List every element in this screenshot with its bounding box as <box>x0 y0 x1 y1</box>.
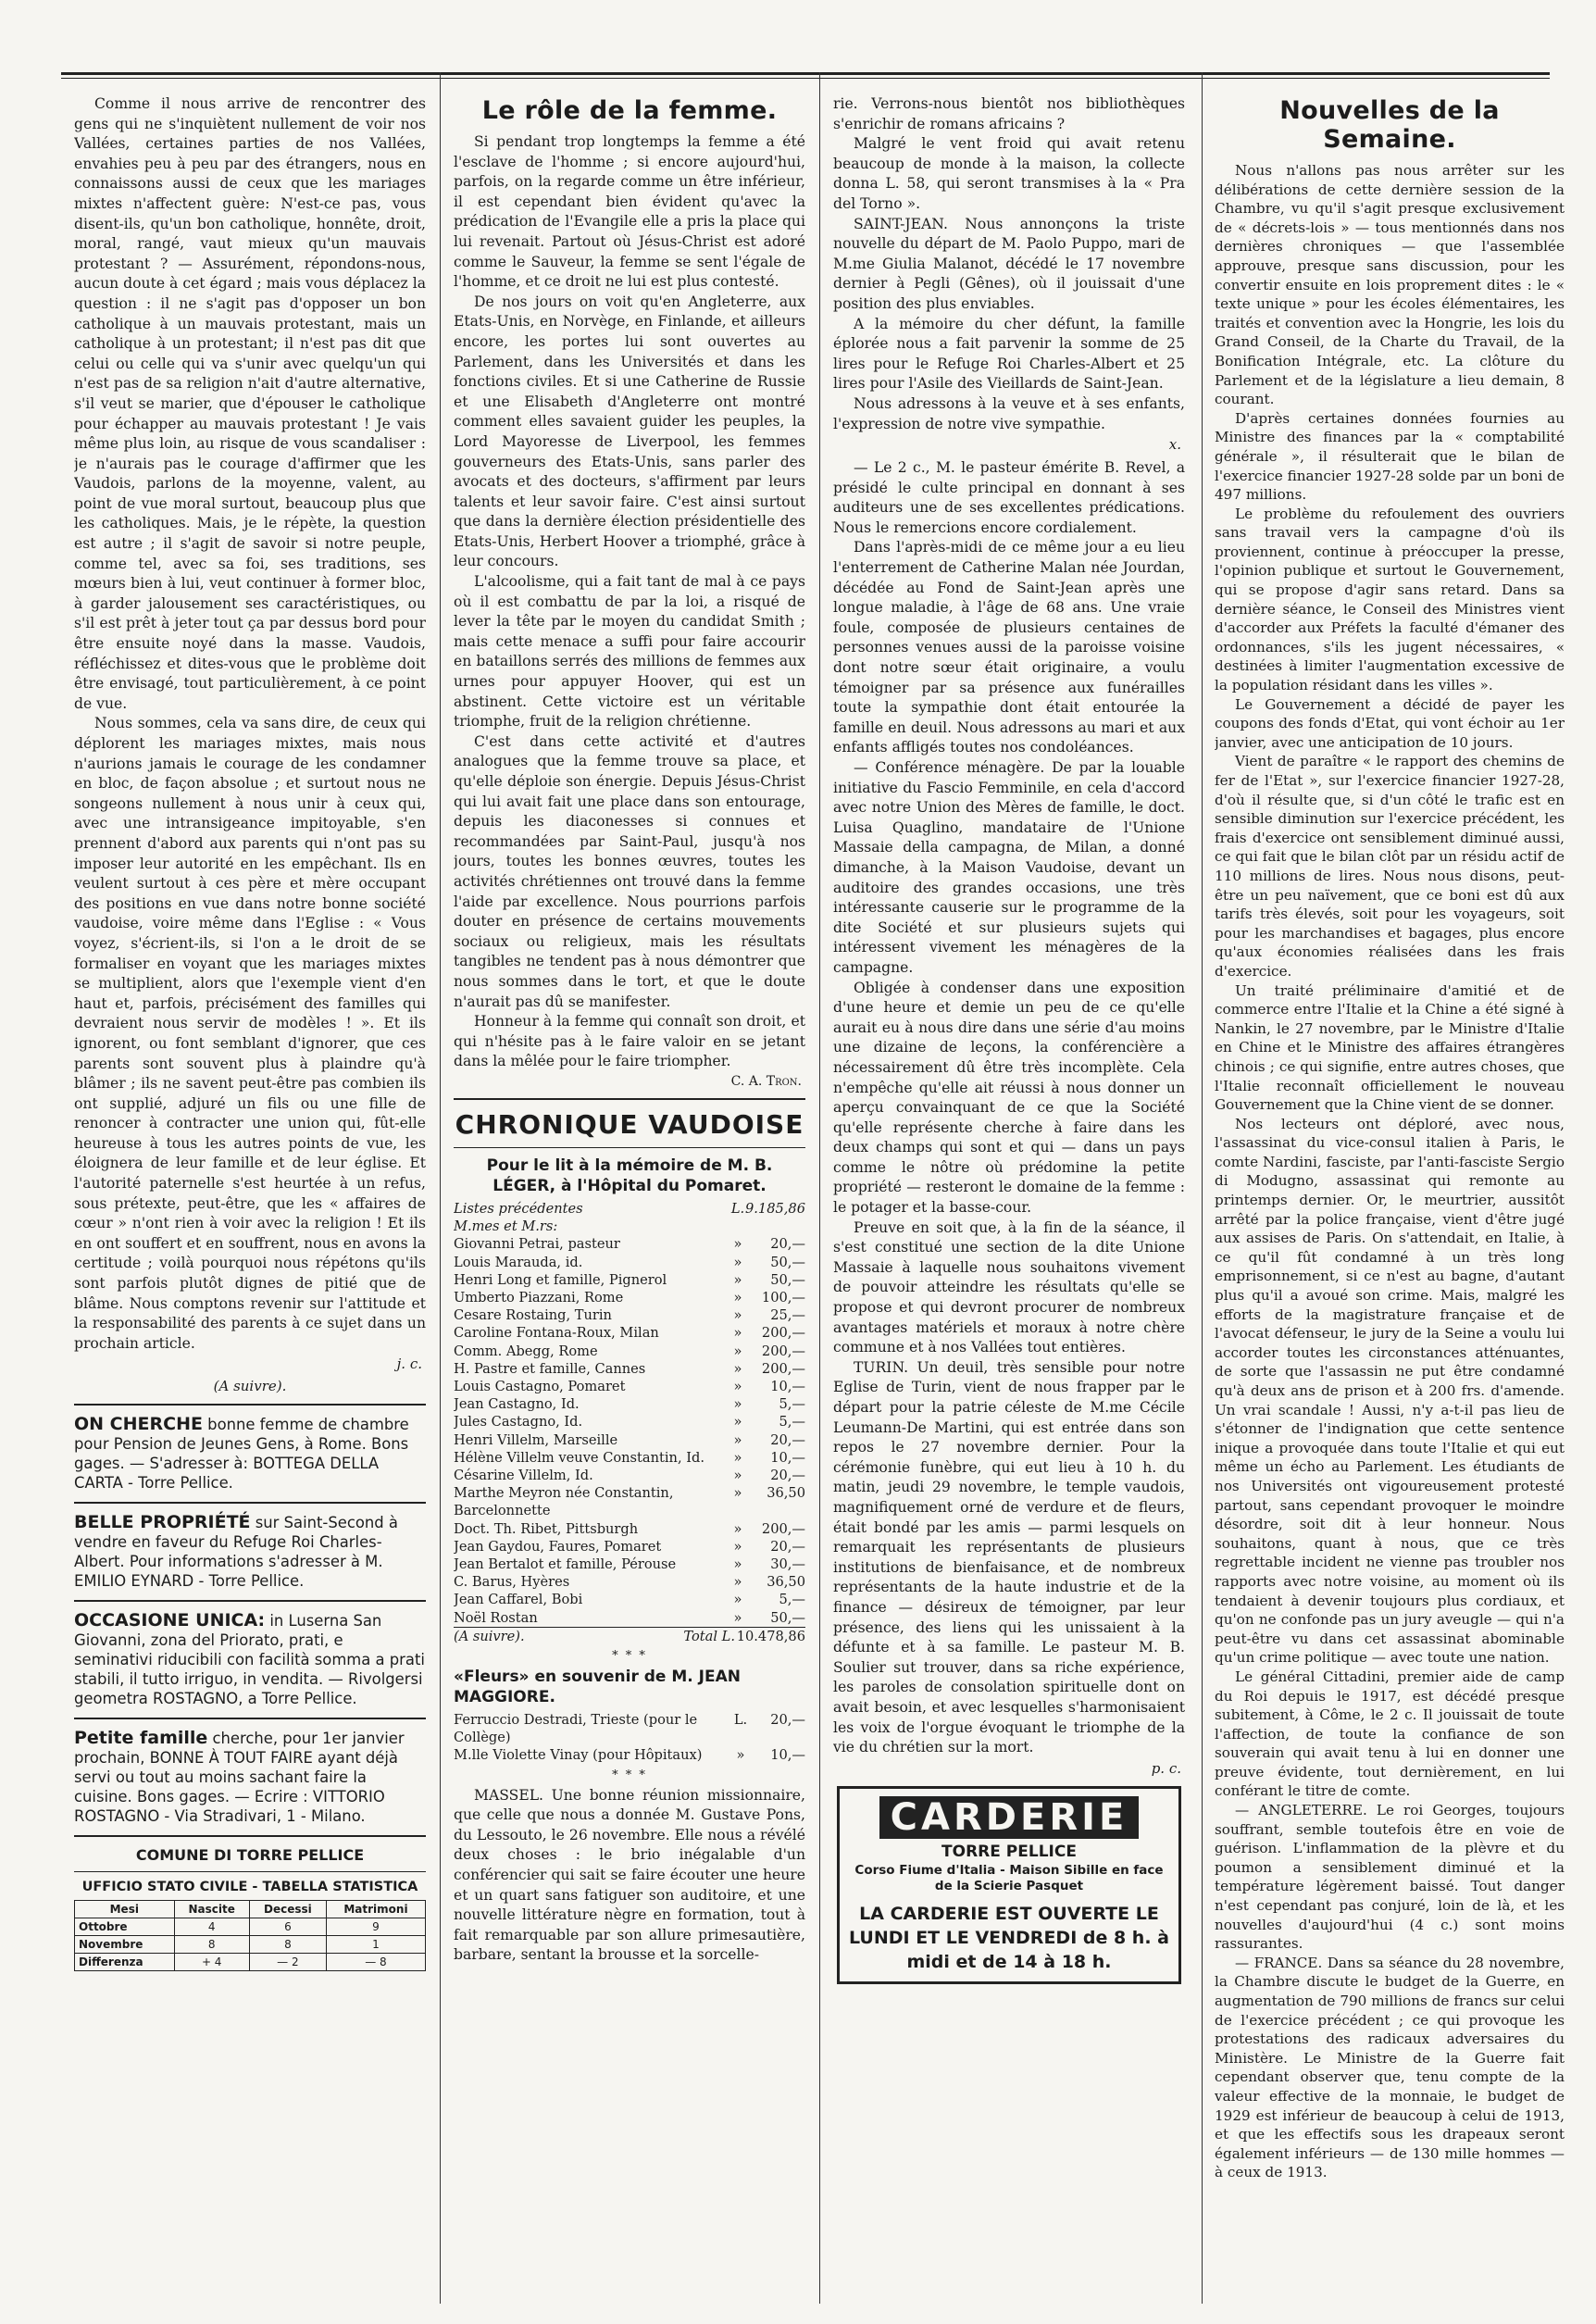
ad-lead: BELLE PROPRIÉTÉ <box>74 1512 251 1533</box>
article-paragraph: Preuve en soit que, à la fin de la séance, il s'est constitué une section de la dite Unione Massaie à laquelle nous souhaitons vivement de pouvoir atteindre les résultats qu'elle se propose et qui devront procurer de nombreux avantages matériels et moraux à notre chère commune et à nos Vallées tout entières. <box>833 1218 1185 1356</box>
ledger-name: Comm. Abegg, Rome <box>454 1343 598 1359</box>
ledger-q: » <box>733 1538 742 1555</box>
stat-cell: 4 <box>174 1918 249 1936</box>
table-row <box>454 1271 805 1289</box>
separator-stars: * * * <box>612 1768 647 1782</box>
stat-title: UFFICIO STATO CIVILE - TABELLA STATISTICA <box>81 1880 418 1895</box>
stat-cell: Differenza <box>75 1954 175 1971</box>
subsection-title: Pour le lit à la mémoire de M. B. LÉGER, à l'Hôpital du Pomaret. <box>486 1156 773 1195</box>
table-row <box>454 1538 805 1556</box>
article-paragraph: Malgré le vent froid qui avait retenu beaucoup de monde à la maison, la collecte donna L. 58, qui seront transmises à la « Pra del Torno ». <box>833 135 1185 212</box>
article-paragraph: Le général Cittadini, premier aide de camp du Roi depuis le 1917, est décédé presque subitement, à Côme, le 2 c. Il jouissait de toute l'affection, de toute la confiance de son souverain qui avait tenu à lui en donner une preuve évidente, tout dernièrement, en lui conférant le titre de comte. <box>1215 1668 1565 1800</box>
ledger-v: 200,— <box>761 1360 805 1377</box>
stat-cell: — 2 <box>249 1954 326 1971</box>
ledger-q: » <box>733 1431 742 1448</box>
masthead-rule-thin <box>61 78 1550 79</box>
article-paragraph: rie. Verrons-nous bientôt nos bibliothèques s'enrichir de romans africains ? <box>833 95 1185 132</box>
classified-ad <box>74 1513 426 1591</box>
stat-cell: 9 <box>326 1918 425 1936</box>
ledger-name: Caroline Fontana-Roux, Milan <box>454 1325 659 1342</box>
ledger-v: 50,— <box>770 1254 805 1270</box>
ledger-name: Jean Bertalot et famille, Pérouse <box>454 1556 677 1572</box>
divider <box>454 1098 805 1100</box>
ledger-v: 9.185,86 <box>745 1200 805 1217</box>
ledger-q: » <box>733 1414 742 1431</box>
carderie-address: Corso Fiume d'Italia - Maison Sibille en face de la Scierie Pasquet <box>854 1862 1164 1893</box>
ledger-name: Jean Castagno, Id. <box>454 1396 580 1413</box>
ledger-v: 10,— <box>770 1449 805 1466</box>
carderie-title: CARDERIE <box>879 1796 1140 1839</box>
carderie-advertisement <box>837 1786 1181 1984</box>
ledger-v: 200,— <box>761 1343 805 1359</box>
article-paragraph: Le Gouvernement a décidé de payer les coupons des fonds d'Etat, qui vont échoir au 1er janvier, avec une anticipation de 10 jours. <box>1215 695 1565 751</box>
ledger-v: 5,— <box>779 1592 805 1608</box>
table-row <box>454 1711 805 1746</box>
article-paragraph: L'alcoolisme, qui a fait tant de mal à ce pays où il est combattu de par la loi, a risqué de lever la tête par le moyen du candidat Smith ; mais cette menace a suffi pour faire accourir en bataillons serrés des millions de femmes aux urnes pour appuyer Hoover, qui est un abstinent. Cette victoire est un véritable triomphe, fruit de la religion chrétienne. <box>454 573 805 731</box>
article-paragraph: Un traité préliminaire d'amitié et de commerce entre l'Italie et la Chine a été signé à Nankin, le 27 novembre, par le Ministre d'Italie en Chine et le Ministre des affaires étrangères chinois ; ce qui signifie, entre autres choses, que l'Italie reconnaît officiellement le nouveau Gouvernement que la Chine vient de se donner. <box>1215 981 1565 1114</box>
ledger-name: Jean Gaydou, Faures, Pomaret <box>454 1538 662 1555</box>
ledger-q: » <box>733 1574 742 1591</box>
donation-list <box>454 1200 805 1627</box>
stat-cell: + 4 <box>174 1954 249 1971</box>
ledger-total-label: Total L. <box>661 1627 735 1645</box>
ledger-name: Louis Marauda, id. <box>454 1254 583 1270</box>
table-row <box>454 1520 805 1538</box>
ledger-q <box>730 1218 745 1235</box>
masthead-rule <box>61 72 1550 75</box>
table-row <box>454 1235 805 1253</box>
table-row <box>454 1413 805 1431</box>
classified-ad <box>74 1729 426 1826</box>
column-divider-2 <box>819 72 820 2304</box>
ledger-name: Henri Villelm, Marseille <box>454 1431 618 1448</box>
table-row <box>454 1746 805 1764</box>
stat-header: Matrimoni <box>326 1901 425 1918</box>
ledger-q: » <box>733 1360 742 1377</box>
ad-lead: Petite famille <box>74 1728 208 1749</box>
column-divider-3 <box>1202 72 1203 2304</box>
table-row <box>454 1324 805 1342</box>
table-row <box>454 1289 805 1306</box>
article-paragraph: TURIN. Un deuil, très sensible pour notre Eglise de Turin, vient de nous frapper par le départ pour la patrie céleste de M.me Cécile Leumann-De Martini, qui est entrée dans son repos le 27 novembre dernier. Pour la cérémonie funèbre, qui eut lieu à 10 h. du matin, jeudi 29 novembre, le temple vaudois, magnifiquement orné de verdure et de fleurs, était bondé par les amis — parmi lesquels on remarquait les représentants de plusieurs institutions de bienfaisance, et de nombreux représentants de la haute industrie et de la finance — désireux de témoigner, par leur présence, des liens qui les unissaient à la défunte et à sa famille. Le pasteur M. B. Soulier sut trouver, dans sa riche expérience, les paroles de consolation spirituelle dont on avait besoin, et avec lesquelles s'harmonisaient les voix de l'orgue évoquant le triomphe de la vie du chrétien sur la mort. <box>833 1358 1185 1756</box>
classified-ad <box>74 1415 426 1493</box>
article-paragraph: — Conférence ménagère. De par la louable initiative du Fascio Femminile, en cela d'accord avec notre Union des Mères de famille, le doct. Luisa Quaglino, mandataire de l'Unione Massaie della campagna, de Milan, a donné dimanche, à la Maison Vaudoise, devant un auditoire des grandes occasions, une très intéressante causerie sur le programme de la dite Société et sur plusieurs sujets qui intéressent vivement les ménagères de la campagne. <box>833 759 1185 976</box>
ledger-v: 30,— <box>770 1556 805 1572</box>
article-paragraph: C'est dans cette activité et d'autres analogues que la femme trouve sa place, et qu'elle déploie son énergie. Depuis Jésus-Christ qui lui avait fait une place dans son entourage, depuis les diaconesses si connues et recommandées par Saint-Paul, jusqu'à nos jours, toutes les bonnes œuvres, toutes les activités chrétiennes ont trouvé dans la femme l'aide par excellence. Nous pourrions parfois douter en présence de certains mouvements sociaux ou religieux, mais les résultats tangibles ne tendent pas à nous démontrer que nous sommes dans le tort, et que le doute n'aurait pas dû se manifester. <box>454 732 805 1010</box>
ledger-v: 5,— <box>779 1414 805 1431</box>
ad-text: in Luserna San Giovanni, zona del Priorato, prati, e seminativi riducibili con facilità somma a prati stabili, il tutto irriguo, in vendita. — Rivolgersi geometra ROSTAGNO, a Torre Pellice. <box>74 1612 425 1708</box>
stat-header: Decessi <box>249 1901 326 1918</box>
ledger-name: Giovanni Petrai, pasteur <box>454 1236 620 1253</box>
article-paragraph: Obligée à condenser dans une exposition d'une heure et demie un peu de ce qu'elle aurait eu à nous dire dans une série d'au moins une dizaine de leçons, la conférencière a nécessairement dû être très incomplète. Cela n'empêche qu'elle ait réussi à nous donner un aperçu convainquant de ce que la Société qu'elle représente cherche à faire dans les deux champs qui sont et qui — dans un pays comme le nôtre où prédomine la petite propriété — resteront le domaine de la femme : le potager et la basse-cour. <box>833 979 1185 1217</box>
stat-cell: — 8 <box>326 1954 425 1971</box>
table-row <box>454 1218 805 1235</box>
column-2 <box>454 94 805 2298</box>
ledger-q: L. <box>733 1711 748 1728</box>
stat-cell: Novembre <box>75 1936 175 1954</box>
column-3 <box>833 94 1185 2298</box>
ledger-v <box>745 1218 805 1235</box>
ledger-q: » <box>733 1254 742 1270</box>
ledger-v: 50,— <box>770 1609 805 1626</box>
divider <box>74 1835 426 1837</box>
article-paragraph: Nous sommes, cela va sans dire, de ceux qui déplorent les mariages mixtes, mais nous n'aurions jamais le courage de les condamner en bloc, de façon absolue ; et surtout nous ne songeons nullement à nous unir à ceux qui, avec une intransigeance impitoyable, s'en prennent d'abord aux parents qui n'ont pas su imposer leur autorité en les empêchant. Ils en veulent surtout à ces père et mère occupant des positions en vue dans notre bonne société vaudoise, voire même dans l'Eglise : « Vous voyez, s'écrient-ils, si l'on a le droit de se formaliser en voyant que les mariages mixtes se multiplient, alors que l'exemple vient d'en haut et, parfois, précisément des familles qui devraient nous servir de modèles ! ». Et ils ignorent, ou font semblant d'ignorer, que ces parents sont souvent plus à plaindre qu'à blâmer ; ils ne savent peut-être pas combien ils ont supplié, adjuré un fils ou une fille de renoncer à contracter une union qui, fût-elle heureuse à tous les autres points de vue, les éloignera de leur famille et de leur église. Et l'autorité paternelle s'est heurtée à un refus, sous prétexte, peut-être, que les « affaires de cœur » n'ont rien à voir avec la religion ! Et ils en ont souffert et en souffrent, nous en avons la certitude ; voilà pourquoi nous répétons qu'ils sont parfois plutôt dignes de pitié que de blâme. Nous comptons revenir sur l'attitude et la responsabilité des parents à ce sujet dans un prochain article. <box>74 715 426 1352</box>
ledger-name: Louis Castagno, Pomaret <box>454 1378 626 1394</box>
table-row <box>75 1936 426 1954</box>
table-row <box>454 1431 805 1449</box>
ledger-q: » <box>733 1556 742 1572</box>
separator-stars: * * * <box>612 1648 647 1663</box>
ledger-v: 10,— <box>770 1747 805 1764</box>
article-paragraph: SAINT-JEAN. Nous annonçons la triste nouvelle du départ de M. Paolo Puppo, mari de M.me Giulia Malanot, décédé le 17 novembre dernier à Pegli (Gênes), où il jouissait d'une position des plus enviables. <box>833 215 1185 312</box>
ledger-name: Césarine Villelm, Id. <box>454 1467 593 1483</box>
column-1 <box>74 94 426 2298</box>
ledger-q: » <box>736 1747 745 1764</box>
ledger-name: Cesare Rostaing, Turin <box>454 1307 612 1324</box>
article-paragraph: A la mémoire du cher défunt, la famille éplorée nous a fait parvenir la somme de 25 lires pour le Refuge Roi Charles-Albert et 25 lires pour l'Asile des Vieillards de Saint-Jean. <box>833 315 1185 393</box>
carderie-place: TORRE PELLICE <box>941 1842 1077 1861</box>
ledger-name: M.lle Violette Vinay (pour Hôpitaux) <box>454 1747 703 1764</box>
article-paragraph: Le problème du refoulement des ouvriers sans travail vers la campagne d'où ils proviennent, continue à préoccuper la presse, l'opinion publique et surtout le Gouvernement, qui se propose d'agir sans retard. Dans sa dernière séance, le Conseil des Ministres vient d'accorder aux Préfets la faculté d'émaner des ordonnances, s'ils les jugent nécessaires, « destinées à limiter l'augmentation excessive de la population résidant dans les villes ». <box>1215 505 1565 694</box>
ledger-q: » <box>733 1289 742 1306</box>
article-paragraph: Nous adressons à la veuve et à ses enfants, l'expression de notre vive sympathie. <box>833 394 1185 432</box>
subsection-title: «Fleurs» en souvenir de M. JEAN MAGGIORE. <box>454 1667 741 1706</box>
table-row <box>454 1467 805 1484</box>
comune-title: COMUNE DI TORRE PELLICE <box>135 1846 365 1865</box>
ledger-q: » <box>733 1378 742 1394</box>
ledger-q: » <box>733 1307 742 1324</box>
classified-ad <box>74 1611 426 1708</box>
ledger-v: 25,— <box>770 1307 805 1324</box>
carderie-hours: LA CARDERIE EST OUVERTE LE LUNDI ET LE VENDREDI de 8 h. à midi et de 14 à 18 h. <box>848 1903 1169 1972</box>
ad-text: cherche, pour 1er janvier prochain, BONNE À TOUT FAIRE ayant déjà servi ou tout au moins sachant faire la cuisine. Bons gages. — Ecrire : VITTORIO ROSTAGNO - Via Stradivari, 1 - Milano. <box>74 1730 405 1826</box>
ledger-q: » <box>733 1396 742 1413</box>
ad-text: sur Saint-Second à vendre en faveur du Refuge Roi Charles-Albert. Pour informations s'adresser à M. EMILIO EYNARD - Torre Pellice. <box>74 1514 398 1591</box>
table-row <box>454 1449 805 1467</box>
ledger-v: 20,— <box>770 1236 805 1253</box>
article-title: Le rôle de la femme. <box>481 96 778 125</box>
article-paragraph: D'après certaines données fournies au Ministre des finances par la « comptabilité générale », il résulterait que le bilan de l'exercice financier 1927-28 solde par un boni de 497 millions. <box>1215 409 1565 504</box>
ledger-name: Listes précédentes <box>454 1200 583 1217</box>
article-paragraph: Si pendant trop longtemps la femme a été l'esclave de l'homme ; si encore aujourd'hui, parfois, on la regarde comme un être inférieur, il est cependant bien évident qu'avec la prédication de l'Evangile elle a pris la place qui lui revenait. Partout où Jésus-Christ est adoré comme le Sauveur, la femme se sent l'égale de l'homme, et ce droit ne lui est plus contesté. <box>454 133 805 291</box>
divider <box>74 1502 426 1504</box>
signature: C. A. Tron. <box>730 1073 802 1089</box>
table-row <box>454 1378 805 1395</box>
table-row <box>454 1306 805 1324</box>
ledger-v: 10,— <box>770 1378 805 1394</box>
ledger-name: H. Pastre et famille, Cannes <box>454 1360 646 1377</box>
ledger-q: » <box>733 1609 742 1626</box>
stat-cell: 6 <box>249 1918 326 1936</box>
table-row <box>454 1254 805 1271</box>
table-row <box>454 1200 805 1218</box>
ledger-q: » <box>733 1592 742 1608</box>
ledger-name: Jules Castagno, Id. <box>454 1414 583 1431</box>
ledger-name: Jean Caffarel, Bobi <box>454 1592 583 1608</box>
article-paragraph: — ANGLETERRE. Le roi Georges, toujours souffrant, semble toutefois être en voie de guérison. L'inflammation de la plèvre et du poumon a sensiblement diminué et la température légèrement baissé. Tout danger n'est cependant pas conjuré, loin de là, et les nouvelles d'aujourd'hui (4 c.) sont moins rassurantes. <box>1215 1802 1565 1953</box>
ad-lead: OCCASIONE UNICA: <box>74 1610 266 1631</box>
divider <box>74 1600 426 1602</box>
article-paragraph: Nous n'allons pas nous arrêter sur les délibérations de cette dernière session de la Chambre, vu qu'il s'agit presque exclusivement de « décrets-lois » — tous mentionnés dans nos dernières chroniques — que l'assemblée approuve, presque sans discussion, pour les convertir ensuite en lois proprement dites : le « texte unique » pour les écoles élémentaires, les traités et convention avec la Hongrie, les lois du Grand Conseil, de la Charte du Travail, de la Bonification Intégrale, etc. La clôture du Parlement et de la législature a lieu demain, 8 courant. <box>1215 162 1565 408</box>
ledger-name: Marthe Meyron née Constantin, Barcelonnette <box>454 1485 674 1519</box>
to-follow: (A suivre). <box>213 1378 287 1395</box>
stat-table <box>74 1900 426 1971</box>
ledger-total-value: 10.478,86 <box>736 1628 805 1644</box>
divider <box>74 1404 426 1406</box>
ledger-q: » <box>733 1271 742 1288</box>
ledger-v: 20,— <box>770 1467 805 1483</box>
ledger-q: » <box>733 1343 742 1359</box>
table-row <box>454 1343 805 1360</box>
ledger-v: 36,50 <box>767 1485 805 1502</box>
table-row <box>454 1360 805 1378</box>
stat-cell: 8 <box>174 1936 249 1954</box>
signature: x. <box>1168 436 1181 454</box>
ledger-v: 50,— <box>770 1271 805 1288</box>
ledger-name: Umberto Piazzani, Rome <box>454 1289 624 1306</box>
article-paragraph: — FRANCE. Dans sa séance du 28 novembre, la Chambre discute le budget de la Guerre, en augmentation de 790 millions de francs sur celui de l'exercice précédent ; ce qui provoque les protestations des radicaux adversaires du Ministère. Le Ministre de la Guerre fait cependant observer que, tenu compte de la valeur effective de la monnaie, le budget de 1929 est inférieur de beaucoup à celui de 1913, et que les effectifs sous les drapeaux seront également inférieurs — de 130 mille hommes — à ceux de 1913. <box>1215 1954 1565 2181</box>
table-row <box>454 1484 805 1519</box>
ledger-name: Ferruccio Destradi, Trieste (pour le Collège) <box>454 1711 698 1746</box>
article-paragraph: Dans l'après-midi de ce même jour a eu lieu l'enterrement de Catherine Malan née Jourdan, décédée au Fond de Saint-Jean après une longue maladie, à l'âge de 68 ans. Une vraie foule, composée de plusieurs centaines de personnes venues aussi de la paroisse voisine dont notre sœur était originaire, a voulu témoigner par sa présence aux funérailles toute la sympathie dont était entourée la famille en deuil. Nous adressons au mari et aux enfants affligés toutes nos condoléances. <box>833 539 1185 756</box>
column-divider-1 <box>440 72 441 2304</box>
ledger-name: Hélène Villelm veuve Constantin, Id. <box>454 1449 704 1466</box>
table-row <box>454 1556 805 1573</box>
table-row <box>454 1573 805 1591</box>
ledger-q: » <box>733 1325 742 1342</box>
table-row <box>75 1918 426 1936</box>
donation-total <box>454 1627 805 1645</box>
stat-cell: 1 <box>326 1936 425 1954</box>
ledger-q: » <box>733 1520 742 1537</box>
stat-cell: Ottobre <box>75 1918 175 1936</box>
signature: p. c. <box>1151 1759 1181 1777</box>
ledger-q: » <box>733 1236 742 1253</box>
table-row <box>454 1591 805 1608</box>
article-paragraph: Vient de paraître « le rapport des chemins de fer de l'Etat », sur l'exercice financier 1927-28, d'où il résulte que, si d'un côté le trafic est en sensible diminution sur l'exercice précédent, les frais d'exercice ont sensiblement diminué aussi, ce qui fait que le bilan clôt par un résidu actif de 110 millions de lires. Nous nous disons, peut-être un peu naïvement, que ce boni est dû aux tarifs très élevés, soit pour les voyageurs, soit pour les marchandises et bagages, plus encore qu'aux économies réalisées dans les frais d'exercice. <box>1215 753 1565 980</box>
column-4 <box>1215 94 1565 2298</box>
ledger-name: Henri Long et famille, Pignerol <box>454 1271 667 1288</box>
table-row <box>75 1954 426 1971</box>
table-row <box>454 1395 805 1413</box>
article-paragraph: Comme il nous arrive de rencontrer des gens qui ne s'inquiètent nullement de voir nos Vallées, certaines parties de nos Vallées, envahies peu à peu par des étrangers, nous en connaissons aussi de ceux que les mariages mixtes n'affectent guère: N'est-ce pas, vous disent-ils, qu'un bon catholique, honnête, droit, moral, rangé, vaut mieux qu'un mauvais protestant ? — Assurément, répondons-nous, aucun doute à cet égard ; mais vous déplacez la question : il ne s'agit pas d'opposer un bon catholique à un mauvais protestant, mais un catholique à un protestant; il n'est pas dit que celui ou celle qui va s'unir avec quelqu'un qui n'est pas de sa religion n'ait d'autre alternative, s'il veut se marier, que d'épouser le catholique pour échapper au mauvais protestant ! Je vais même plus loin, au risque de vous scandaliser : je n'aurais pas le courage d'affirmer que les Vaudois, parlons de la moyenne, valent, au point de vue moral surtout, beaucoup plus que les catholiques. Mais, je le répète, la question est autre ; il s'agit de savoir si notre peuple, comme tel, avec sa foi, ses traditions, ses mœurs bien à lui, veut continuer à former bloc, à garder jalousement ses caractéristiques, ou s'il est prêt à jeter tout ça par dessus bord pour être ensuite noyé dans la masse. Vaudois, réfléchissez et dites-vous que le problème doit être envisagé, tout particulièrement, à ce point de vue. <box>74 95 426 712</box>
ad-text: bonne femme de chambre pour Pension de Jeunes Gens, à Rome. Bons gages. — S'adresser à: BOTTEGA DELLA CARTA - Torre Pellice. <box>74 1416 409 1493</box>
ledger-name: Noël Rostan <box>454 1609 538 1626</box>
section-title: CHRONIQUE VAUDOISE <box>455 1108 804 1140</box>
divider <box>454 1147 805 1148</box>
article-paragraph: Nos lecteurs ont déploré, avec nous, l'assassinat du vice-consul italien à Paris, le comte Nardini, fasciste, par l'anti-fasciste Sergio di Modugno, assassinat qui remonte au printemps dernier. Or, le meurtrier, aussitôt arrêté par la police française, vient d'être jugé aux assises de Paris. On s'attendait, en Italie, à ce qu'il fût condamné à un très long emprisonnement, si ce n'est au bagne, d'autant plus qu'il a avoué son crime. Mais, malgré les efforts de la magistrature française et de l'avocat défenseur, le jury de la Seine a voulu lui accorder toutes les circonstances atténuantes, de sorte que l'assassin ne put être condamné qu'à deux ans de prison et à 200 frs. d'amende. Un vrai scandale ! Aussi, n'y a-t-il pas lieu de s'étonner de l'indignation que cette sentence inique a provoquée dans toute l'Italie et qui eut même un écho au Parlement. Les étudiants de nos Universités ont vigoureusement protesté partout, sans cependant provoquer le moindre désordre, soit dit à leur honneur. Nous souhaitons, quant à nous, que ce très regrettable incident ne vienne pas troubler nos rapports avec notre voisine, au moment où ils tendaient à devenir toujours plus cordiaux, et qu'on ne confonde pas un jury aveugle — qui n'a peut-être vu dans cet assassinat abominable qu'un crime politique — avec toute une nation. <box>1215 1115 1565 1667</box>
divider <box>74 1718 426 1719</box>
ad-lead: ON CHERCHE <box>74 1414 203 1435</box>
article-paragraph: — Le 2 c., M. le pasteur émérite B. Revel, a présidé le culte principal en donnant à ses auditeurs une de ses excellentes prédications. Nous le remercions encore cordialement. <box>833 459 1185 536</box>
ledger-q: » <box>733 1467 742 1483</box>
stat-header: Nascite <box>174 1901 249 1918</box>
ledger-q: » <box>733 1449 742 1466</box>
ledger-follow: (A suivre). <box>454 1627 661 1645</box>
article-paragraph: De nos jours on voit qu'en Angleterre, aux Etats-Unis, en Norvège, en Finlande, et ailleurs encore, les portes lui sont ouvertes au Parlement, dans les Universités et dans les fonctions civiles. Et si une Catherine de Russie et une Elisabeth d'Angleterre ont montré comment elles savaient guider les peuples, la Lord Mayoresse de Liverpool, les femmes gouverneurs des Etats-Unis, sans parler des avocats et des docteurs, s'affirment par leurs talents et leur savoir faire. C'est ainsi surtout que dans la dernière élection présidentielle des Etats-Unis, Herbert Hoover a triomphé, grâce à leur concours. <box>454 293 805 570</box>
divider <box>74 1871 426 1872</box>
ledger-v: 200,— <box>761 1325 805 1342</box>
ledger-v: 20,— <box>770 1538 805 1555</box>
ledger-v: 36,50 <box>767 1574 805 1591</box>
ledger-v: 20,— <box>770 1431 805 1448</box>
ledger-v: 20,— <box>770 1711 805 1728</box>
signature: j. c. <box>396 1356 422 1373</box>
ledger-q: » <box>733 1485 742 1502</box>
ledger-v: 200,— <box>761 1520 805 1537</box>
article-paragraph: Honneur à la femme qui connaît son droit, et qui n'hésite pas à le faire valoir en se jetant dans la mêlée pour le faire triompher. <box>454 1013 805 1070</box>
ledger-name: M.mes et M.rs: <box>454 1218 558 1235</box>
article-title: Nouvelles de la Semaine. <box>1279 96 1500 154</box>
stat-cell: 8 <box>249 1936 326 1954</box>
ledger-name: C. Barus, Hyères <box>454 1574 570 1591</box>
stat-header: Mesi <box>75 1901 175 1918</box>
ledger-name: Doct. Th. Ribet, Pittsburgh <box>454 1520 639 1537</box>
flowers-list <box>454 1711 805 1765</box>
ledger-v: 5,— <box>779 1396 805 1413</box>
article-paragraph: MASSEL. Une bonne réunion missionnaire, que celle que nous a donnée M. Gustave Pons, du Lessouto, le 26 novembre. Elle nous a révélé deux choses : le brio inégalable d'un conférencier qui sait se faire écouter une heure et un quart sans fatiguer son auditoire, et une nouvelle littérature nègre en formation, tout à fait remarquable par son allure primesautière, barbare, sentant la brousse et la sorcelle- <box>454 1786 805 1964</box>
table-row <box>454 1609 805 1627</box>
ledger-v: 100,— <box>761 1289 805 1306</box>
ledger-q: L. <box>730 1200 745 1217</box>
